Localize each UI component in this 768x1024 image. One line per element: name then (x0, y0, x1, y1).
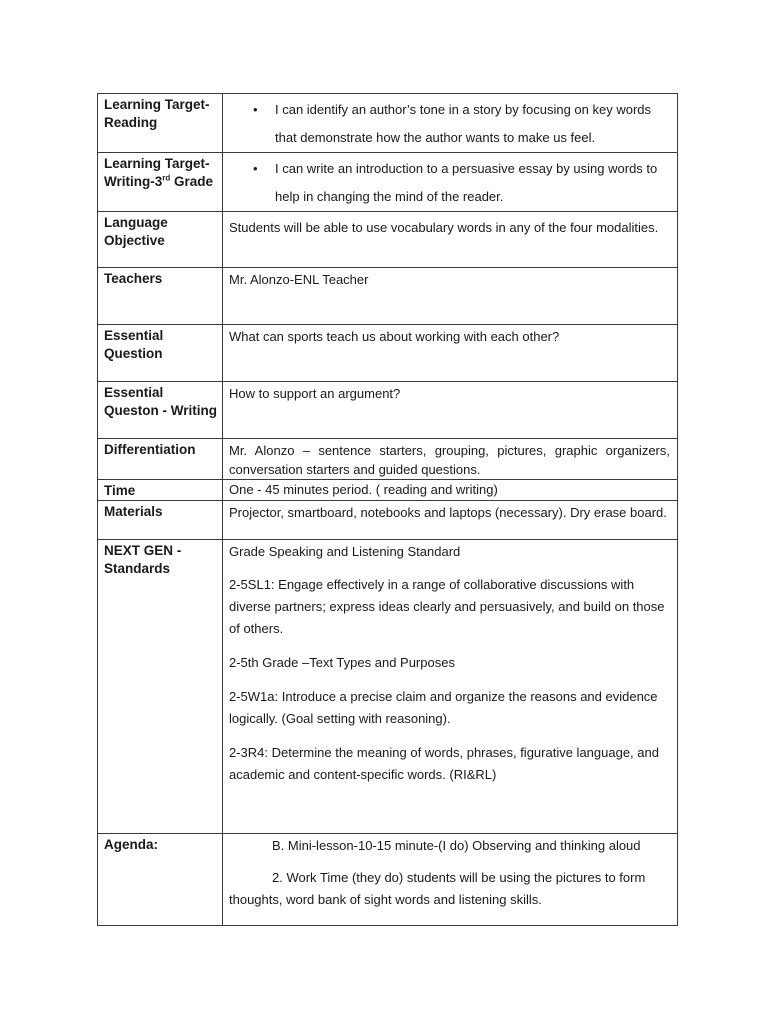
row-time (98, 480, 678, 501)
learning-target-writing-text: I can write an introduction to a persuasive essay by using words to help in changing the mind of the reader. (275, 161, 658, 204)
label-teachers: Teachers (98, 268, 223, 325)
row-materials (98, 501, 678, 540)
row-standards (98, 540, 678, 834)
agenda-line-2: 2. Work Time (they do) students will be using the pictures to form thoughts, word bank of sight words and listening skills. (229, 870, 646, 907)
label-agenda: Agenda: (98, 834, 223, 926)
cell-learning-target-reading (223, 94, 678, 153)
label-essential-question-writing: Essential Queston - Writing (98, 382, 223, 439)
label-learning-target-writing (98, 153, 223, 212)
label-differentiation: Differentiation (98, 439, 223, 480)
label-language-objective: Language Objective (98, 212, 223, 268)
differentiation-text: Mr. Alonzo – sentence starters, grouping, pictures, graphic organizers, conversation starters and guided questions. (223, 439, 678, 480)
language-objective-text: Students will be able to use vocabulary words in any of the four modalities. (223, 212, 678, 268)
cell-learning-target-writing (223, 153, 678, 212)
label-time: Time (98, 480, 223, 501)
row-learning-target-writing (98, 153, 678, 212)
bullet-item (253, 155, 670, 211)
label-learning-target-reading: Learning Target-Reading (98, 94, 223, 153)
label-superscript: rd (162, 173, 171, 183)
learning-target-reading-text: I can identify an author’s tone in a story by focusing on key words that demonstrate how the author wants to make us feel. (275, 102, 652, 145)
label-standards: NEXT GEN - Standards (98, 540, 223, 834)
row-differentiation (98, 439, 678, 480)
standard-item: 2-5W1a: Introduce a precise claim and organize the reasons and evidence logically. (Goal setting with reasoning). (229, 689, 658, 726)
row-essential-question (98, 325, 678, 382)
lesson-plan-table (97, 93, 678, 926)
standards-heading: Grade Speaking and Listening Standard (229, 544, 461, 559)
time-text: One - 45 minutes period. ( reading and writing) (223, 480, 678, 501)
standard-item: 2-3R4: Determine the meaning of words, phrases, figurative language, and academic and content-specific words. (RI&RL) (229, 745, 659, 782)
row-agenda (98, 834, 678, 926)
materials-text: Projector, smartboard, notebooks and laptops (necessary). Dry erase board. (223, 501, 678, 540)
label-essential-question: Essential Question (98, 325, 223, 382)
row-essential-question-writing (98, 382, 678, 439)
row-teachers (98, 268, 678, 325)
label-learning-target-writing-main: Learning Target-Writing-3 (104, 156, 210, 189)
row-learning-target-reading (98, 94, 678, 153)
bullet-icon: • (253, 161, 258, 176)
bullet-item (253, 96, 670, 152)
agenda-line-1: B. Mini-lesson-10-15 minute-(I do) Observing and thinking aloud (272, 838, 641, 853)
label-materials: Materials (98, 501, 223, 540)
teachers-text: Mr. Alonzo-ENL Teacher (223, 268, 678, 325)
essential-question-text: What can sports teach us about working with each other? (223, 325, 678, 382)
cell-standards (223, 540, 678, 834)
essential-question-writing-text: How to support an argument? (223, 382, 678, 439)
label-learning-target-writing-end: Grade (170, 174, 214, 189)
standard-item: 2-5th Grade –Text Types and Purposes (229, 655, 455, 670)
bullet-icon: • (253, 102, 258, 117)
cell-agenda (223, 834, 678, 926)
row-language-objective (98, 212, 678, 268)
standard-item: 2-5SL1: Engage effectively in a range of collaborative discussions with diverse partners; express ideas clearly and persuasively, and build on those of others. (229, 577, 665, 636)
